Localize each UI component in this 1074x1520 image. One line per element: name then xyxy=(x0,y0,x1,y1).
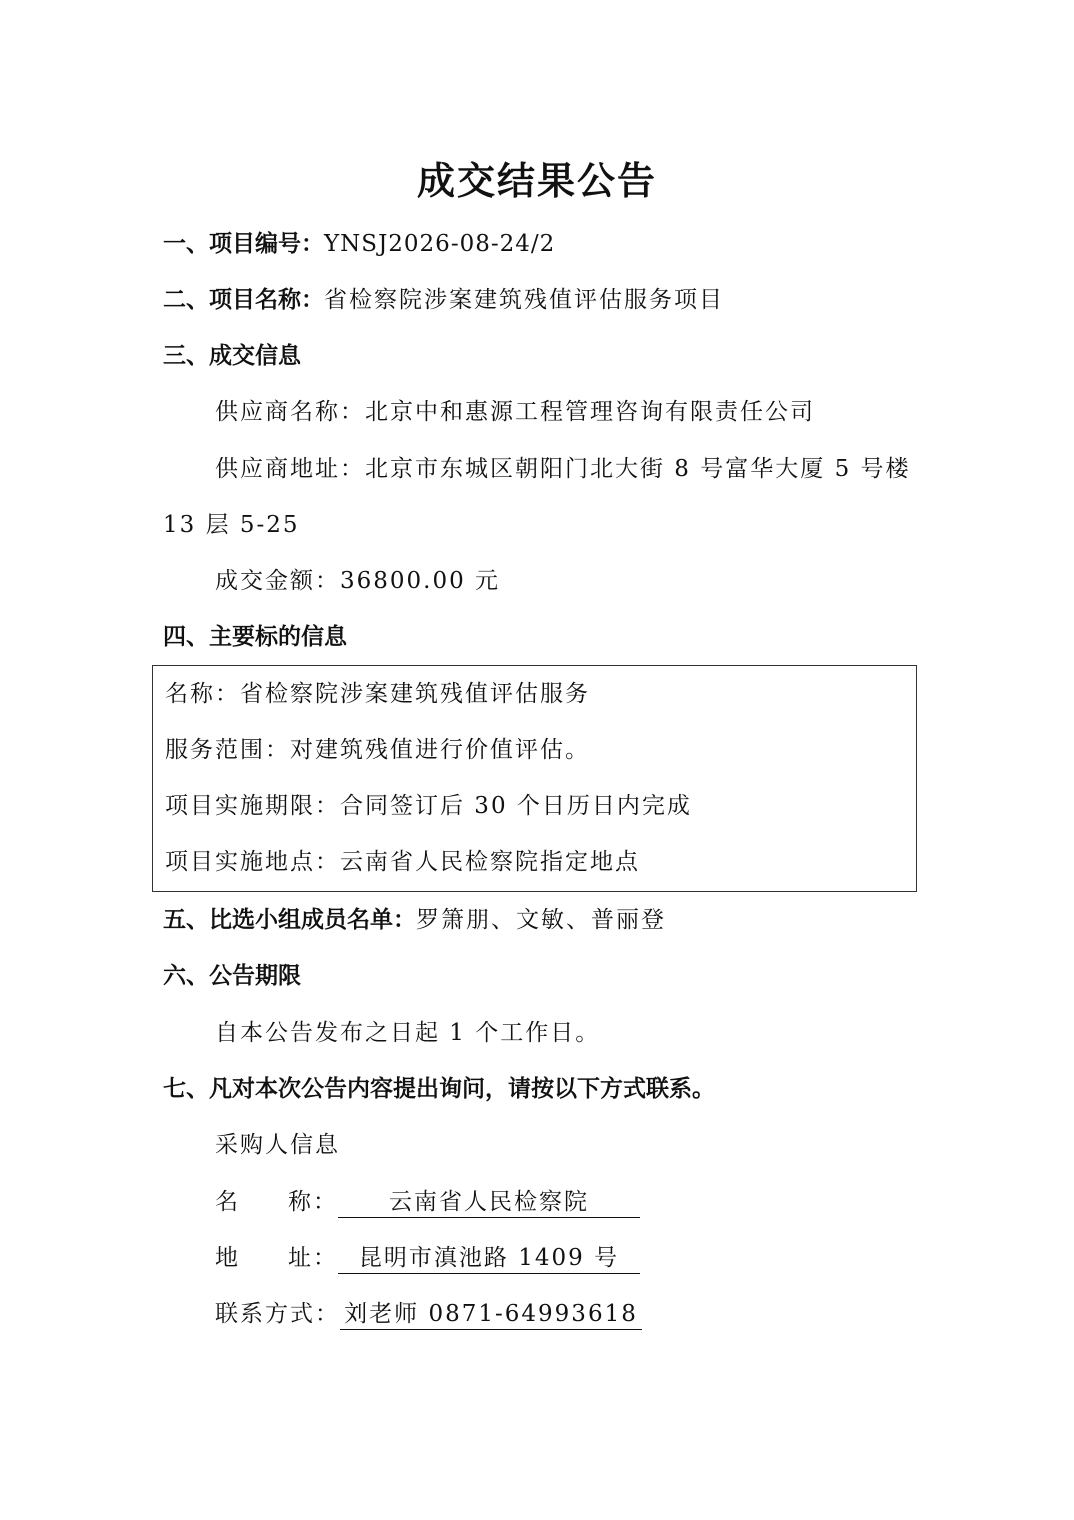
subject-row-name: 名称：省检察院涉案建筑残值评估服务 xyxy=(165,681,590,707)
project-name-heading: 二、项目名称： xyxy=(163,287,324,313)
project-name-line xyxy=(163,284,724,316)
panel-members-value: 罗箫朋、文敏、普丽登 xyxy=(416,907,666,933)
supplier-name: 供应商名称：北京中和惠源工程管理咨询有限责任公司 xyxy=(215,399,815,425)
purchaser-name-label-1: 名 xyxy=(215,1189,240,1215)
subject-info-box xyxy=(152,665,917,892)
project-number-value: YNSJ2026-08-24/2 xyxy=(324,231,556,257)
supplier-address-line2: 13 层 5-25 xyxy=(163,512,300,538)
purchaser-address-value: 昆明市滇池路 1409 号 xyxy=(338,1243,640,1274)
subject-row-period: 项目实施期限：合同签订后 30 个日历日内完成 xyxy=(165,793,692,819)
subject-row-location: 项目实施地点：云南省人民检察院指定地点 xyxy=(165,849,640,875)
purchaser-name-line xyxy=(215,1186,640,1218)
panel-members-heading: 五、比选小组成员名单： xyxy=(163,907,416,933)
subject-info-heading: 四、主要标的信息 xyxy=(163,624,347,650)
purchaser-contact-label: 联系方式： xyxy=(215,1301,340,1327)
subject-row-scope: 服务范围：对建筑残值进行价值评估。 xyxy=(165,737,590,763)
purchaser-contact-line xyxy=(215,1298,642,1330)
panel-members-line xyxy=(163,904,666,936)
purchaser-name-label-2: 称： xyxy=(288,1189,338,1215)
notice-period-text: 自本公告发布之日起 1 个工作日。 xyxy=(215,1020,601,1046)
deal-amount: 成交金额：36800.00 元 xyxy=(215,568,501,594)
document-title: 成交结果公告 xyxy=(416,159,657,203)
notice-period-heading: 六、公告期限 xyxy=(163,963,301,989)
deal-info-heading: 三、成交信息 xyxy=(163,343,301,369)
project-number-line xyxy=(163,228,555,260)
purchaser-address-line xyxy=(215,1242,640,1274)
purchaser-info-title: 采购人信息 xyxy=(215,1132,340,1158)
supplier-address-line1: 供应商地址：北京市东城区朝阳门北大街 8 号富华大厦 5 号楼 xyxy=(215,456,911,482)
purchaser-name-value: 云南省人民检察院 xyxy=(338,1187,640,1218)
project-name-value: 省检察院涉案建筑残值评估服务项目 xyxy=(324,287,724,313)
purchaser-contact-value: 刘老师 0871-64993618 xyxy=(340,1299,642,1330)
purchaser-address-label-2: 址： xyxy=(288,1245,338,1271)
contact-heading: 七、凡对本次公告内容提出询问，请按以下方式联系。 xyxy=(163,1076,715,1102)
purchaser-address-label-1: 地 xyxy=(215,1245,240,1271)
project-number-heading: 一、项目编号： xyxy=(163,231,324,257)
